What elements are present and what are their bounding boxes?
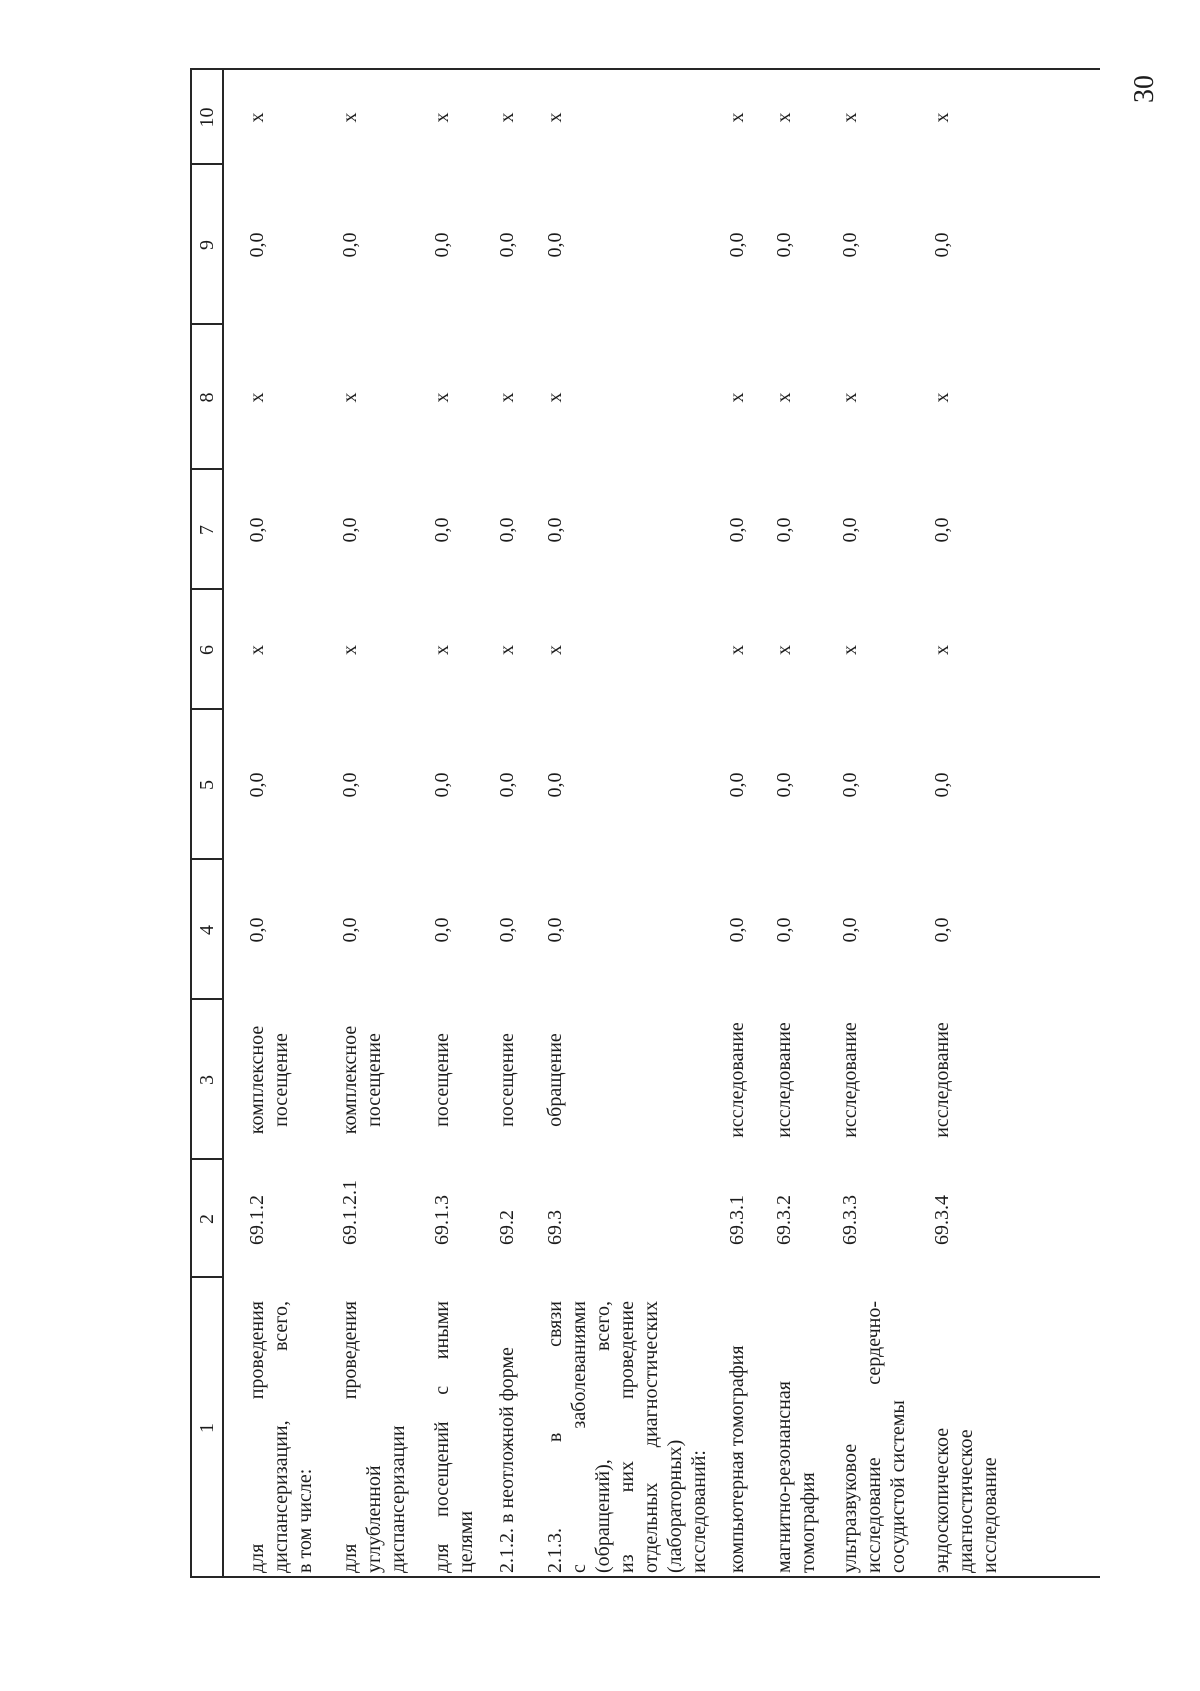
column-separator xyxy=(190,858,223,860)
row-label xyxy=(930,1301,1002,1573)
row-value-col10: x xyxy=(839,112,861,123)
row-code: 69.3.4 xyxy=(931,1195,953,1245)
row-unit xyxy=(338,1000,386,1160)
row-unit-line: посещение xyxy=(496,1033,518,1127)
row-value-col7: 0,0 xyxy=(773,517,795,543)
row-label-line: отдельных диагностических xyxy=(640,1301,662,1573)
row-value-col10: x xyxy=(496,112,518,123)
row-label-line: целями xyxy=(455,1510,477,1573)
row-value-col7: 0,0 xyxy=(431,517,453,543)
column-separator xyxy=(190,1158,223,1160)
row-value-col10: x xyxy=(773,112,795,123)
row-label-line: исследование xyxy=(979,1457,1001,1573)
row-code: 69.3.1 xyxy=(726,1195,748,1245)
row-value-col5: 0,0 xyxy=(726,772,748,798)
row-value-col5: 0,0 xyxy=(496,772,518,798)
row-value-col5: 0,0 xyxy=(339,772,361,798)
row-value-col9: 0,0 xyxy=(726,232,748,258)
column-header: 3 xyxy=(195,1075,218,1085)
row-label-line: из них проведение xyxy=(616,1301,638,1573)
row-value-col4: 0,0 xyxy=(339,917,361,943)
row-value-col4: 0,0 xyxy=(839,917,861,943)
table-right-border xyxy=(190,68,1100,70)
row-value-col5: 0,0 xyxy=(931,772,953,798)
row-value-col4: 0,0 xyxy=(544,917,566,943)
row-value-col7: 0,0 xyxy=(496,517,518,543)
row-label xyxy=(725,1301,749,1573)
row-code: 69.2 xyxy=(496,1210,518,1245)
row-value-col9: 0,0 xyxy=(773,232,795,258)
row-value-col6: x xyxy=(496,645,518,655)
row-code: 69.3.3 xyxy=(839,1195,861,1245)
row-unit-line: исследование xyxy=(726,1022,748,1138)
column-separator xyxy=(190,588,223,590)
row-label-line: исследований: xyxy=(688,1450,710,1573)
column-header: 4 xyxy=(195,925,218,935)
row-label-line: ультразвуковое xyxy=(839,1443,861,1573)
row-label-line: углубленной xyxy=(363,1465,385,1573)
row-unit-line: исследование xyxy=(773,1022,795,1138)
row-unit-line: комплексное xyxy=(246,1025,268,1135)
row-label-line: для проведения xyxy=(246,1301,268,1573)
row-value-col4: 0,0 xyxy=(773,917,795,943)
row-value-col6: x xyxy=(726,645,748,655)
row-unit xyxy=(543,1000,567,1160)
row-label-line: 2.1.2. в неотложной форме xyxy=(496,1347,518,1573)
row-label xyxy=(495,1301,519,1573)
row-label-line: томография xyxy=(797,1472,819,1573)
row-label xyxy=(338,1301,410,1573)
row-value-col8: x xyxy=(839,392,861,403)
row-value-col6: x xyxy=(339,645,361,655)
row-value-col10: x xyxy=(726,112,748,123)
page-number: 30 xyxy=(1129,75,1160,103)
row-value-col4: 0,0 xyxy=(726,917,748,943)
row-label-line: сосудистой системы xyxy=(887,1400,909,1573)
row-value-col10: x xyxy=(931,112,953,123)
row-label-line: диспансеризации, всего, xyxy=(270,1301,292,1573)
row-label-line: диспансеризации xyxy=(387,1425,409,1573)
row-unit xyxy=(930,1000,954,1160)
row-unit-line: посещение xyxy=(431,1033,453,1127)
row-value-col8: x xyxy=(246,392,268,403)
row-value-col6: x xyxy=(931,645,953,655)
row-value-col5: 0,0 xyxy=(544,772,566,798)
row-value-col7: 0,0 xyxy=(726,517,748,543)
column-header: 7 xyxy=(195,525,218,535)
row-value-col8: x xyxy=(431,392,453,403)
row-value-col6: x xyxy=(544,645,566,655)
row-value-col8: x xyxy=(931,392,953,403)
row-value-col7: 0,0 xyxy=(931,517,953,543)
row-value-col10: x xyxy=(431,112,453,123)
row-unit xyxy=(838,1000,862,1160)
row-value-col9: 0,0 xyxy=(839,232,861,258)
column-separator xyxy=(190,998,223,1000)
row-label-line: магнитно-резонансная xyxy=(773,1381,795,1573)
row-value-col8: x xyxy=(544,392,566,403)
row-label-line: для проведения xyxy=(339,1301,361,1573)
row-value-col7: 0,0 xyxy=(839,517,861,543)
column-header: 5 xyxy=(195,780,218,790)
row-code: 69.3 xyxy=(544,1210,566,1245)
row-value-col6: x xyxy=(246,645,268,655)
column-separator xyxy=(190,708,223,710)
row-value-col9: 0,0 xyxy=(431,232,453,258)
row-value-col10: x xyxy=(246,112,268,123)
row-unit-line: обращение xyxy=(544,1033,566,1127)
column-separator xyxy=(190,1276,223,1278)
row-label-line: (лабораторных) xyxy=(664,1439,686,1573)
row-label-line: исследование сердечно- xyxy=(863,1301,885,1573)
row-unit xyxy=(725,1000,749,1160)
row-label-line: с заболеваниями xyxy=(568,1301,590,1573)
row-value-col7: 0,0 xyxy=(544,517,566,543)
row-unit-line: комплексное xyxy=(339,1025,361,1135)
row-value-col6: x xyxy=(839,645,861,655)
row-label xyxy=(245,1301,317,1573)
row-label-line: (обращений), всего, xyxy=(592,1301,614,1573)
row-value-col5: 0,0 xyxy=(773,772,795,798)
row-label-line: для посещений с иными xyxy=(431,1301,453,1573)
column-header: 10 xyxy=(195,107,218,128)
row-value-col4: 0,0 xyxy=(931,917,953,943)
row-code: 69.1.2 xyxy=(246,1195,268,1245)
row-label xyxy=(543,1301,711,1573)
row-unit-line: исследование xyxy=(931,1022,953,1138)
row-value-col4: 0,0 xyxy=(496,917,518,943)
row-label xyxy=(430,1301,478,1573)
row-unit xyxy=(245,1000,293,1160)
column-separator xyxy=(190,163,223,165)
row-label-line: в том числе: xyxy=(294,1468,316,1573)
row-label-line: 2.1.3. в связи xyxy=(544,1301,566,1573)
column-header: 1 xyxy=(195,1423,218,1433)
column-header: 6 xyxy=(195,645,218,655)
row-value-col8: x xyxy=(496,392,518,403)
column-header: 9 xyxy=(195,240,218,250)
row-value-col9: 0,0 xyxy=(931,232,953,258)
row-value-col4: 0,0 xyxy=(246,917,268,943)
row-value-col5: 0,0 xyxy=(246,772,268,798)
row-label xyxy=(838,1301,910,1573)
row-value-col7: 0,0 xyxy=(246,517,268,543)
row-value-col8: x xyxy=(726,392,748,403)
row-unit xyxy=(430,1000,454,1160)
row-value-col5: 0,0 xyxy=(839,772,861,798)
row-code: 69.1.3 xyxy=(431,1195,453,1245)
row-value-col6: x xyxy=(773,645,795,655)
row-value-col9: 0,0 xyxy=(496,232,518,258)
row-unit-line: посещение xyxy=(363,1033,385,1127)
row-unit-line: посещение xyxy=(270,1033,292,1127)
row-value-col9: 0,0 xyxy=(246,232,268,258)
row-value-col4: 0,0 xyxy=(431,917,453,943)
row-value-col10: x xyxy=(339,112,361,123)
row-value-col10: x xyxy=(544,112,566,123)
row-value-col6: x xyxy=(431,645,453,655)
column-separator xyxy=(190,468,223,470)
row-value-col8: x xyxy=(773,392,795,403)
row-unit-line: исследование xyxy=(839,1022,861,1138)
row-unit xyxy=(495,1000,519,1160)
row-value-col8: x xyxy=(339,392,361,403)
row-unit xyxy=(772,1000,796,1160)
table-left-border xyxy=(190,1576,1100,1578)
row-label-line: диагностическое xyxy=(955,1429,977,1573)
row-value-col7: 0,0 xyxy=(339,517,361,543)
row-label-line: компьютерная томография xyxy=(726,1345,748,1573)
column-header: 2 xyxy=(195,1214,218,1224)
row-value-col9: 0,0 xyxy=(339,232,361,258)
row-code: 69.3.2 xyxy=(773,1195,795,1245)
column-separator xyxy=(190,323,223,325)
row-label xyxy=(772,1301,820,1573)
column-header: 8 xyxy=(195,392,218,403)
row-label-line: эндоскопическое xyxy=(931,1427,953,1573)
row-value-col5: 0,0 xyxy=(431,772,453,798)
row-code: 69.1.2.1 xyxy=(339,1180,361,1245)
row-value-col9: 0,0 xyxy=(544,232,566,258)
